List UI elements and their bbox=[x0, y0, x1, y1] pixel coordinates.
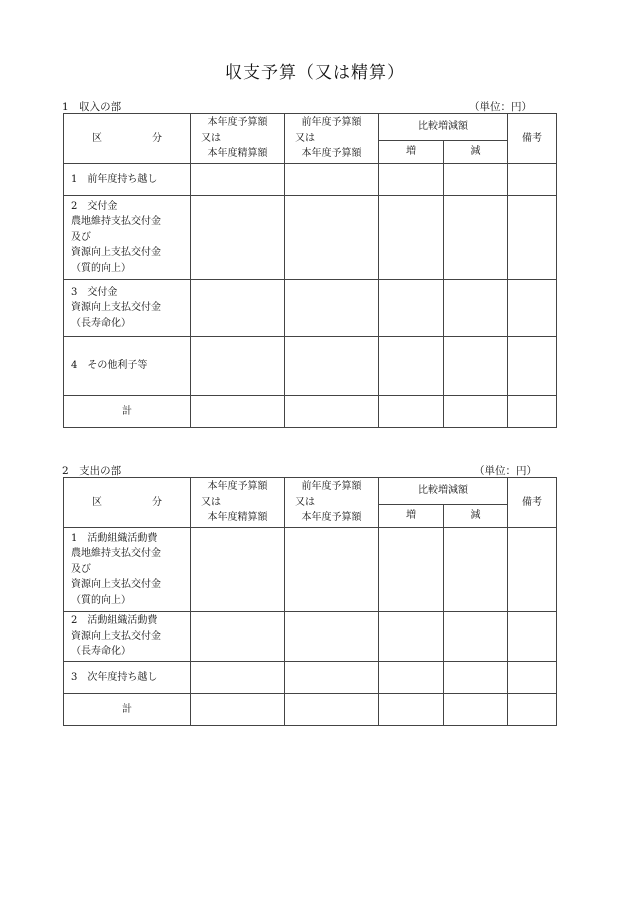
increase-cell bbox=[379, 164, 444, 196]
row-label: 1 活動組織活動費 農地維持支払交付金 及び 資源向上支払交付金 （質的向上） bbox=[64, 528, 191, 612]
table-row bbox=[64, 196, 557, 280]
header-previous-year: 前年度予算額 又は 本年度予算額 bbox=[285, 478, 379, 528]
row-label: 3 次年度持ち越し bbox=[64, 662, 191, 694]
remarks-cell bbox=[508, 164, 557, 196]
current-year-cell bbox=[191, 662, 285, 694]
current-year-cell bbox=[191, 164, 285, 196]
decrease-cell bbox=[444, 694, 508, 726]
current-year-cell bbox=[191, 528, 285, 612]
row-label: 1 前年度持ち越し bbox=[64, 164, 191, 196]
increase-cell bbox=[379, 662, 444, 694]
income-table bbox=[63, 113, 557, 428]
increase-cell bbox=[379, 337, 444, 396]
decrease-cell bbox=[444, 337, 508, 396]
previous-year-cell bbox=[285, 694, 379, 726]
previous-year-cell bbox=[285, 164, 379, 196]
previous-year-cell bbox=[285, 280, 379, 337]
header-current-year: 本年度予算額 又は 本年度精算額 bbox=[191, 114, 285, 164]
header-increase: 増 bbox=[379, 505, 444, 528]
row-label: 4 その他利子等 bbox=[64, 337, 191, 396]
increase-cell bbox=[379, 612, 444, 662]
decrease-cell bbox=[444, 280, 508, 337]
current-year-cell bbox=[191, 337, 285, 396]
header-category: 区 分 bbox=[64, 478, 191, 528]
expense-section-label: 2 支出の部 bbox=[62, 465, 122, 477]
table-row bbox=[64, 164, 557, 196]
page-title: 収支予算（又は精算） bbox=[225, 63, 405, 83]
previous-year-cell bbox=[285, 196, 379, 280]
header-remarks: 備考 bbox=[508, 478, 557, 528]
expense-table bbox=[63, 477, 557, 726]
expense-unit-label: （単位：円） bbox=[474, 465, 537, 477]
increase-cell bbox=[379, 528, 444, 612]
table-row bbox=[64, 662, 557, 694]
income-unit-label: （単位：円） bbox=[469, 101, 532, 113]
increase-cell bbox=[379, 280, 444, 337]
remarks-cell bbox=[508, 196, 557, 280]
header-decrease: 減 bbox=[444, 141, 508, 164]
total-label: 計 bbox=[64, 694, 191, 726]
decrease-cell bbox=[444, 164, 508, 196]
header-decrease: 減 bbox=[444, 505, 508, 528]
current-year-cell bbox=[191, 396, 285, 428]
header-current-year: 本年度予算額 又は 本年度精算額 bbox=[191, 478, 285, 528]
total-row bbox=[64, 396, 557, 428]
previous-year-cell bbox=[285, 337, 379, 396]
table-row bbox=[64, 612, 557, 662]
decrease-cell bbox=[444, 396, 508, 428]
increase-cell bbox=[379, 396, 444, 428]
increase-cell bbox=[379, 196, 444, 280]
decrease-cell bbox=[444, 196, 508, 280]
total-label: 計 bbox=[64, 396, 191, 428]
remarks-cell bbox=[508, 662, 557, 694]
previous-year-cell bbox=[285, 396, 379, 428]
header-previous-year: 前年度予算額 又は 本年度予算額 bbox=[285, 114, 379, 164]
previous-year-cell bbox=[285, 662, 379, 694]
table-row bbox=[64, 528, 557, 612]
decrease-cell bbox=[444, 528, 508, 612]
table-row bbox=[64, 337, 557, 396]
increase-cell bbox=[379, 694, 444, 726]
remarks-cell bbox=[508, 337, 557, 396]
header-remarks: 備考 bbox=[508, 114, 557, 164]
remarks-cell bbox=[508, 280, 557, 337]
total-row bbox=[64, 694, 557, 726]
previous-year-cell bbox=[285, 612, 379, 662]
current-year-cell bbox=[191, 612, 285, 662]
remarks-cell bbox=[508, 694, 557, 726]
remarks-cell bbox=[508, 612, 557, 662]
header-increase: 増 bbox=[379, 141, 444, 164]
current-year-cell bbox=[191, 280, 285, 337]
previous-year-cell bbox=[285, 528, 379, 612]
decrease-cell bbox=[444, 662, 508, 694]
income-section-label: 1 収入の部 bbox=[62, 101, 122, 113]
row-label: 3 交付金 資源向上支払交付金 （長寿命化） bbox=[64, 280, 191, 337]
row-label: 2 活動組織活動費 資源向上支払交付金 （長寿命化） bbox=[64, 612, 191, 662]
header-category: 区 分 bbox=[64, 114, 191, 164]
remarks-cell bbox=[508, 396, 557, 428]
remarks-cell bbox=[508, 528, 557, 612]
current-year-cell bbox=[191, 196, 285, 280]
header-comparison: 比較増減額 bbox=[379, 114, 508, 141]
current-year-cell bbox=[191, 694, 285, 726]
row-label: 2 交付金 農地維持支払交付金 及び 資源向上支払交付金 （質的向上） bbox=[64, 196, 191, 280]
table-row bbox=[64, 280, 557, 337]
header-comparison: 比較増減額 bbox=[379, 478, 508, 505]
decrease-cell bbox=[444, 612, 508, 662]
